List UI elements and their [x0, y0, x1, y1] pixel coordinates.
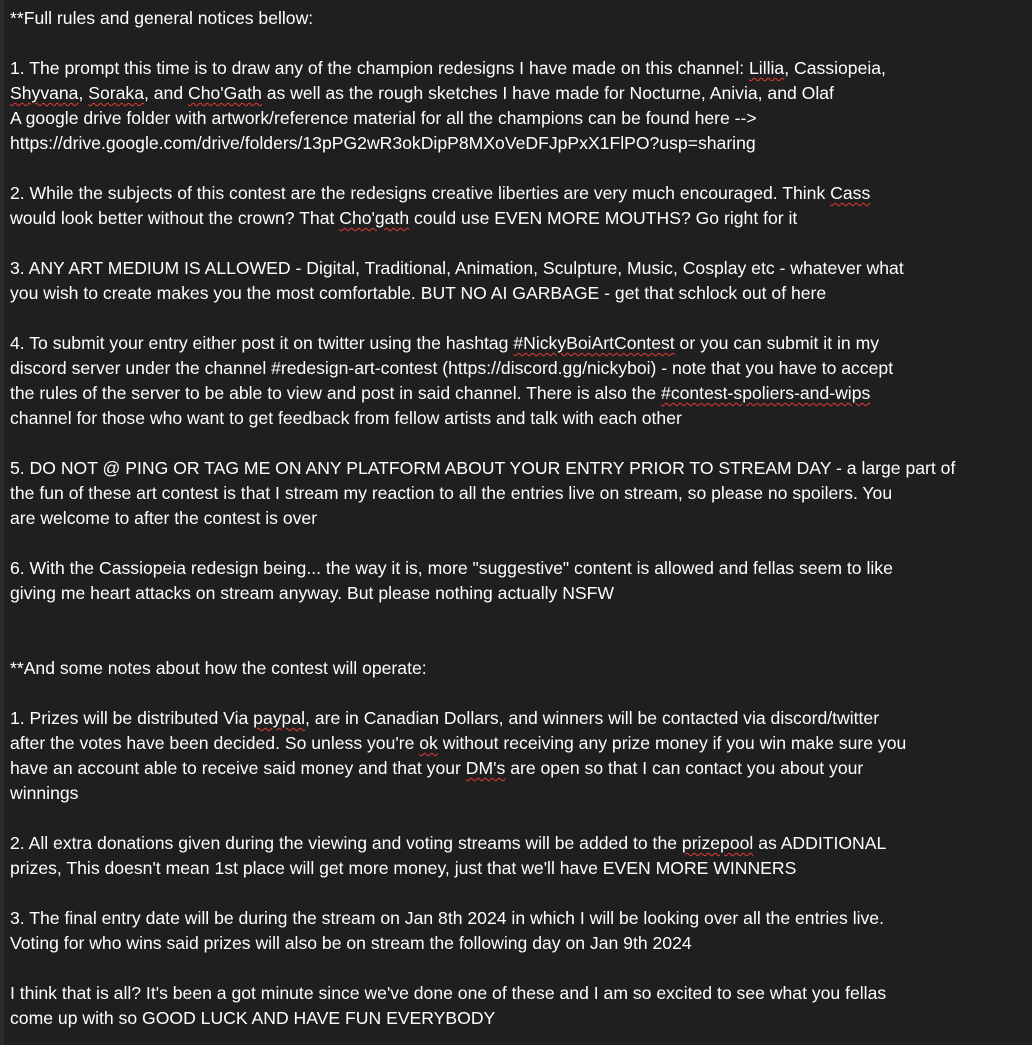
- blank-line: [10, 156, 1026, 181]
- blank-line: [10, 231, 1026, 256]
- spellcheck-mark: prizepool: [681, 833, 754, 853]
- description-line: discord server under the channel #redesign-art-contest (https://discord.gg/nickyboi) - note that you have to accept: [10, 358, 894, 378]
- description-line: have an account able to receive said money and that your DM's are open so that I can contact you about your: [10, 758, 864, 778]
- spellcheck-mark: Shyvana: [10, 83, 79, 103]
- spellcheck-mark: Soraka: [88, 83, 144, 103]
- description-line: 1. Prizes will be distributed Via paypal, are in Canadian Dollars, and winners will be contacted via discord/twitter: [10, 708, 880, 728]
- description-line: the fun of these art contest is that I stream my reaction to all the entries live on stream, so please no spoilers. You: [10, 483, 893, 503]
- spellcheck-mark: #NickyBoiArtContest: [513, 333, 675, 353]
- spellcheck-mark: Cho'gath: [339, 208, 410, 228]
- description-line: Voting for who wins said prizes will also be on stream the following day on Jan 9th 2024: [10, 933, 692, 953]
- spellcheck-mark: Lillia: [749, 58, 785, 78]
- spellcheck-mark: DM's: [465, 758, 506, 778]
- spellcheck-mark: #contest-spoliers-and-wips: [661, 383, 871, 403]
- blank-line: [10, 606, 1026, 631]
- description-line: 1. The prompt this time is to draw any of the champion redesigns I have made on this channel: Lillia, Cassiopeia,: [10, 58, 886, 78]
- blank-line: [10, 681, 1026, 706]
- description-line: giving me heart attacks on stream anyway. But please nothing actually NSFW: [10, 583, 615, 603]
- spellcheck-mark: Cho'Gath: [188, 83, 262, 103]
- description-line: 4. To submit your entry either post it on twitter using the hashtag #NickyBoiArtContest or you can submit it in my: [10, 333, 880, 353]
- panel-left-edge: [0, 0, 4, 1045]
- spellcheck-mark: Cass: [830, 183, 871, 203]
- blank-line: [10, 631, 1026, 656]
- description-line: 3. The final entry date will be during the stream on Jan 8th 2024 in which I will be looking over all the entries live.: [10, 908, 884, 928]
- description-text[interactable]: [10, 6, 1026, 1031]
- description-line: 3. ANY ART MEDIUM IS ALLOWED - Digital, Traditional, Animation, Sculpture, Music, Cosplay etc - whatever what: [10, 258, 904, 278]
- description-line: after the votes have been decided. So unless you're ok without receiving any prize money if you win make sure you: [10, 733, 907, 753]
- blank-line: [10, 531, 1026, 556]
- description-line: A google drive folder with artwork/reference material for all the champions can be found here -->: [10, 108, 757, 128]
- description-line: the rules of the server to be able to view and post in said channel. There is also the #contest-spoliers-and-wips: [10, 383, 871, 403]
- blank-line: [10, 956, 1026, 981]
- description-line: are welcome to after the contest is over: [10, 508, 318, 528]
- description-line: Shyvana, Soraka, and Cho'Gath as well as the rough sketches I have made for Nocturne, Anivia, and Olaf: [10, 83, 834, 103]
- spellcheck-mark: paypal: [253, 708, 306, 728]
- spellcheck-mark: ok: [419, 733, 438, 753]
- description-line: I think that is all? It's been a got minute since we've done one of these and I am so excited to see what you fellas: [10, 983, 887, 1003]
- blank-line: [10, 31, 1026, 56]
- description-line: 2. All extra donations given during the viewing and voting streams will be added to the prizepool as ADDITIONAL: [10, 833, 887, 853]
- description-line: channel for those who want to get feedback from fellow artists and talk with each other: [10, 408, 682, 428]
- blank-line: [10, 806, 1026, 831]
- description-line: you wish to create makes you the most comfortable. BUT NO AI GARBAGE - get that schlock out of here: [10, 283, 827, 303]
- blank-line: [10, 306, 1026, 331]
- description-line: https://drive.google.com/drive/folders/13pPG2wR3okDipP8MXoVeDFJpPxX1FlPO?usp=sharing: [10, 133, 756, 153]
- description-line: 6. With the Cassiopeia redesign being... the way it is, more "suggestive" content is allowed and fellas seem to like: [10, 558, 893, 578]
- description-line: 2. While the subjects of this contest are the redesigns creative liberties are very much encouraged. Think Cass: [10, 183, 871, 203]
- description-line: would look better without the crown? That Cho'gath could use EVEN MORE MOUTHS? Go right for it: [10, 208, 798, 228]
- blank-line: [10, 881, 1026, 906]
- description-line: 5. DO NOT @ PING OR TAG ME ON ANY PLATFORM ABOUT YOUR ENTRY PRIOR TO STREAM DAY - a large part of: [10, 458, 956, 478]
- blank-line: [10, 431, 1026, 456]
- description-line: **And some notes about how the contest will operate:: [10, 658, 427, 678]
- description-line: come up with so GOOD LUCK AND HAVE FUN EVERYBODY: [10, 1008, 496, 1028]
- description-line: prizes, This doesn't mean 1st place will get more money, just that we'll have EVEN MORE WINNERS: [10, 858, 797, 878]
- description-line: **Full rules and general notices bellow:: [10, 8, 314, 28]
- description-line: winnings: [10, 783, 79, 803]
